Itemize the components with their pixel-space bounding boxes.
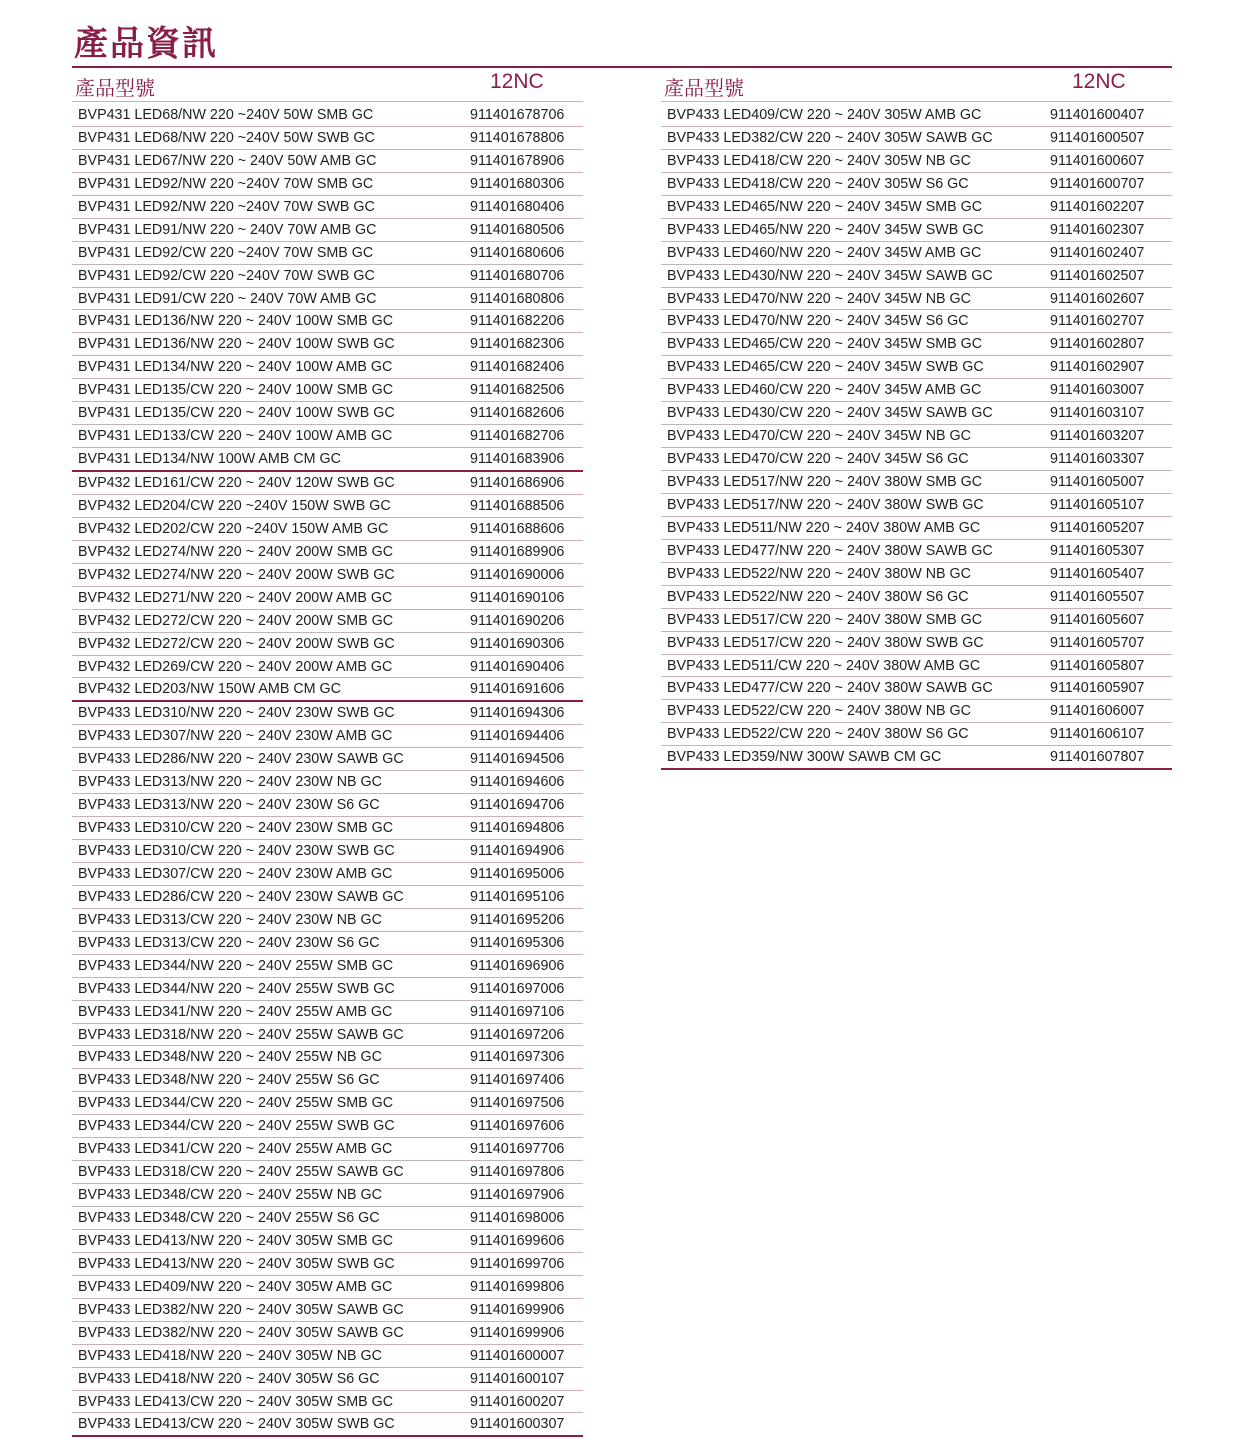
table-row — [72, 265, 583, 288]
table-row — [661, 310, 1172, 333]
product-12nc: 911401697106 — [470, 1003, 565, 1020]
table-row — [72, 1024, 583, 1047]
product-model: BVP433 LED348/NW 220 ~ 240V 255W S6 GC — [78, 1072, 380, 1089]
product-model: BVP433 LED477/CW 220 ~ 240V 380W SAWB GC — [667, 680, 993, 697]
product-model: BVP433 LED413/NW 220 ~ 240V 305W SMB GC — [78, 1232, 394, 1249]
table-row — [661, 746, 1172, 770]
product-model: BVP433 LED318/NW 220 ~ 240V 255W SAWB GC — [78, 1026, 404, 1043]
product-12nc: 911401697706 — [470, 1141, 565, 1158]
table-row — [72, 748, 583, 771]
table-header — [661, 68, 1172, 102]
table-row — [72, 678, 583, 702]
product-12nc: 911401605007 — [1050, 474, 1145, 490]
model-column-header: 產品型號 — [664, 78, 744, 100]
product-12nc: 911401605807 — [1050, 657, 1145, 674]
product-model: BVP431 LED136/NW 220 ~ 240V 100W SMB GC — [78, 313, 394, 330]
product-model: BVP433 LED409/CW 220 ~ 240V 305W AMB GC — [667, 107, 982, 123]
product-12nc: 911401605207 — [1050, 519, 1145, 536]
product-model: BVP433 LED465/NW 220 ~ 240V 345W SMB GC — [667, 198, 983, 215]
product-model: BVP433 LED517/CW 220 ~ 240V 380W SWB GC — [667, 634, 984, 651]
product-12nc: 911401602707 — [1050, 313, 1145, 330]
product-12nc: 911401600407 — [1050, 107, 1145, 123]
table-row — [72, 219, 583, 242]
table-header — [72, 68, 583, 102]
table-body — [72, 104, 583, 1437]
product-model: BVP431 LED92/CW 220 ~240V 70W SMB GC — [78, 244, 374, 261]
product-model: BVP433 LED418/CW 220 ~ 240V 305W NB GC — [667, 152, 971, 169]
product-12nc: 911401697006 — [470, 980, 565, 997]
product-12nc: 911401695106 — [470, 888, 565, 905]
table-row — [72, 104, 583, 127]
product-12nc: 911401600007 — [470, 1347, 565, 1364]
product-model: BVP433 LED344/NW 220 ~ 240V 255W SMB GC — [78, 957, 394, 974]
product-12nc: 911401690206 — [470, 612, 565, 629]
product-12nc: 911401680306 — [470, 175, 565, 192]
product-12nc: 911401688506 — [470, 497, 565, 514]
table-row — [661, 288, 1172, 311]
product-model: BVP431 LED135/CW 220 ~ 240V 100W SWB GC — [78, 405, 395, 422]
product-model: BVP433 LED307/NW 220 ~ 240V 230W AMB GC — [78, 728, 393, 745]
table-row — [72, 1069, 583, 1092]
table-row — [72, 379, 583, 402]
product-12nc: 911401602507 — [1050, 267, 1145, 284]
product-model: BVP431 LED91/CW 220 ~ 240V 70W AMB GC — [78, 290, 377, 307]
product-model: BVP431 LED135/CW 220 ~ 240V 100W SMB GC — [78, 382, 394, 399]
product-model: BVP432 LED272/CW 220 ~ 240V 200W SMB GC — [78, 612, 394, 629]
table-row — [661, 196, 1172, 219]
product-12nc: 911401600507 — [1050, 129, 1145, 146]
model-column-header: 產品型號 — [75, 78, 155, 100]
table-row — [661, 563, 1172, 586]
product-12nc: 911401600207 — [470, 1393, 565, 1410]
product-12nc: 911401607807 — [1050, 749, 1145, 766]
table-row — [72, 564, 583, 587]
table-row — [661, 104, 1172, 127]
table-row — [72, 1161, 583, 1184]
table-row — [661, 700, 1172, 723]
product-12nc: 911401682306 — [470, 336, 565, 353]
table-row — [661, 471, 1172, 494]
product-12nc: 911401602407 — [1050, 244, 1145, 261]
table-row — [72, 771, 583, 794]
product-model: BVP433 LED522/CW 220 ~ 240V 380W NB GC — [667, 703, 971, 720]
table-row — [72, 1345, 583, 1368]
product-model: BVP433 LED522/NW 220 ~ 240V 380W NB GC — [667, 565, 971, 582]
product-12nc: 911401602307 — [1050, 221, 1145, 238]
table-row — [72, 310, 583, 333]
product-12nc: 911401678706 — [470, 107, 565, 123]
table-row — [72, 1115, 583, 1138]
table-row — [661, 517, 1172, 540]
product-12nc: 911401695206 — [470, 911, 565, 928]
product-12nc: 911401605707 — [1050, 634, 1145, 651]
product-12nc: 911401605907 — [1050, 680, 1145, 697]
product-12nc: 911401688606 — [470, 520, 565, 537]
product-12nc: 911401694406 — [470, 728, 565, 745]
page-title: 產品資訊 — [74, 25, 218, 63]
product-model: BVP433 LED318/CW 220 ~ 240V 255W SAWB GC — [78, 1164, 404, 1181]
product-model: BVP431 LED92/NW 220 ~240V 70W SWB GC — [78, 198, 375, 215]
product-12nc: 911401699806 — [470, 1278, 565, 1295]
product-12nc: 911401686906 — [470, 475, 565, 491]
product-12nc: 911401600607 — [1050, 152, 1145, 169]
table-row — [72, 150, 583, 173]
product-model: BVP431 LED91/NW 220 ~ 240V 70W AMB GC — [78, 221, 377, 238]
product-model: BVP432 LED161/CW 220 ~ 240V 120W SWB GC — [78, 475, 395, 491]
product-model: BVP432 LED274/NW 220 ~ 240V 200W SWB GC — [78, 566, 395, 583]
product-model: BVP433 LED511/CW 220 ~ 240V 380W AMB GC — [667, 657, 981, 674]
table-row — [661, 655, 1172, 678]
product-12nc: 911401694806 — [470, 820, 565, 837]
table-row — [72, 242, 583, 265]
table-row — [72, 1368, 583, 1391]
product-12nc: 911401690406 — [470, 658, 565, 675]
table-row — [661, 632, 1172, 655]
product-12nc: 911401605407 — [1050, 565, 1145, 582]
product-model: BVP431 LED68/NW 220 ~240V 50W SWB GC — [78, 129, 375, 146]
product-12nc: 911401699706 — [470, 1255, 565, 1272]
table-row — [72, 656, 583, 679]
table-row — [661, 586, 1172, 609]
table-row — [72, 1046, 583, 1069]
table-row — [72, 955, 583, 978]
product-12nc: 911401602207 — [1050, 198, 1145, 215]
product-12nc: 911401680406 — [470, 198, 565, 215]
table-row — [72, 587, 583, 610]
product-model: BVP433 LED348/CW 220 ~ 240V 255W S6 GC — [78, 1210, 380, 1226]
product-model: BVP433 LED341/NW 220 ~ 240V 255W AMB GC — [78, 1003, 393, 1020]
table-row — [72, 1322, 583, 1345]
table-row — [661, 723, 1172, 746]
product-12nc: 911401603007 — [1050, 382, 1145, 399]
product-12nc: 911401605107 — [1050, 496, 1145, 513]
product-12nc: 911401689906 — [470, 543, 565, 560]
product-12nc: 911401697306 — [470, 1049, 565, 1066]
table-row — [72, 472, 583, 495]
product-model: BVP432 LED203/NW 150W AMB CM GC — [78, 681, 341, 698]
product-model: BVP433 LED460/NW 220 ~ 240V 345W AMB GC — [667, 244, 982, 261]
table-body — [661, 104, 1172, 770]
product-12nc: 911401691606 — [470, 681, 565, 698]
product-12nc: 911401600707 — [1050, 175, 1145, 192]
product-model: BVP433 LED359/NW 300W SAWB CM GC — [667, 749, 942, 766]
product-model: BVP433 LED517/CW 220 ~ 240V 380W SMB GC — [667, 611, 983, 628]
product-model: BVP433 LED465/CW 220 ~ 240V 345W SWB GC — [667, 359, 984, 376]
product-12nc: 911401606007 — [1050, 703, 1145, 720]
table-row — [72, 127, 583, 150]
product-12nc: 911401683906 — [470, 451, 565, 468]
table-row — [72, 817, 583, 840]
table-row — [72, 794, 583, 817]
product-model: BVP433 LED470/NW 220 ~ 240V 345W S6 GC — [667, 313, 969, 330]
product-model: BVP433 LED413/CW 220 ~ 240V 305W SMB GC — [78, 1393, 394, 1410]
product-model: BVP432 LED204/CW 220 ~240V 150W SWB GC — [78, 497, 391, 514]
table-row — [661, 265, 1172, 288]
table-row — [72, 495, 583, 518]
product-12nc: 911401682206 — [470, 313, 565, 330]
table-row — [72, 1230, 583, 1253]
product-12nc: 911401602607 — [1050, 290, 1145, 307]
product-12nc: 911401680806 — [470, 290, 565, 307]
product-12nc: 911401605507 — [1050, 588, 1145, 605]
product-model: BVP433 LED465/NW 220 ~ 240V 345W SWB GC — [667, 221, 984, 238]
table-row — [661, 402, 1172, 425]
product-table-right — [661, 68, 1172, 770]
table-row — [661, 448, 1172, 471]
product-12nc: 911401696906 — [470, 957, 565, 974]
table-row — [661, 127, 1172, 150]
product-model: BVP433 LED310/CW 220 ~ 240V 230W SWB GC — [78, 843, 395, 859]
product-model: BVP433 LED313/CW 220 ~ 240V 230W S6 GC — [78, 934, 380, 951]
product-12nc: 911401694706 — [470, 797, 565, 814]
product-model: BVP433 LED517/NW 220 ~ 240V 380W SWB GC — [667, 496, 984, 513]
table-row — [72, 610, 583, 633]
product-12nc: 911401602807 — [1050, 336, 1145, 353]
product-model: BVP432 LED202/CW 220 ~240V 150W AMB GC — [78, 520, 389, 537]
product-12nc: 911401697806 — [470, 1164, 565, 1181]
table-row — [661, 219, 1172, 242]
table-row — [72, 356, 583, 379]
table-row — [72, 1001, 583, 1024]
table-row — [661, 425, 1172, 448]
table-row — [72, 1092, 583, 1115]
product-12nc: 911401699906 — [470, 1324, 565, 1341]
product-12nc: 911401602907 — [1050, 359, 1145, 376]
product-model: BVP433 LED344/CW 220 ~ 240V 255W SMB GC — [78, 1095, 394, 1112]
product-model: BVP431 LED92/NW 220 ~240V 70W SMB GC — [78, 175, 374, 192]
table-row — [661, 677, 1172, 700]
product-model: BVP433 LED310/NW 220 ~ 240V 230W SWB GC — [78, 705, 395, 722]
table-row — [72, 1253, 583, 1276]
product-model: BVP433 LED511/NW 220 ~ 240V 380W AMB GC — [667, 519, 981, 536]
product-model: BVP433 LED418/NW 220 ~ 240V 305W S6 GC — [78, 1370, 380, 1387]
product-12nc: 911401690006 — [470, 566, 565, 583]
product-12nc: 911401697506 — [470, 1095, 565, 1112]
product-model: BVP433 LED313/NW 220 ~ 240V 230W S6 GC — [78, 797, 380, 814]
table-row — [72, 448, 583, 472]
product-model: BVP433 LED522/CW 220 ~ 240V 380W S6 GC — [667, 726, 969, 743]
table-row — [72, 1138, 583, 1161]
product-model: BVP432 LED272/CW 220 ~ 240V 200W SWB GC — [78, 635, 395, 652]
table-row — [72, 702, 583, 725]
table-row — [72, 402, 583, 425]
product-12nc: 911401606107 — [1050, 726, 1145, 743]
table-row — [72, 725, 583, 748]
product-12nc: 911401682706 — [470, 428, 565, 445]
table-row — [72, 173, 583, 196]
table-row — [661, 356, 1172, 379]
product-model: BVP433 LED465/CW 220 ~ 240V 345W SMB GC — [667, 336, 983, 353]
table-row — [72, 288, 583, 311]
product-table-left — [72, 68, 583, 1437]
product-model: BVP433 LED430/CW 220 ~ 240V 345W SAWB GC — [667, 405, 993, 422]
product-12nc: 911401682406 — [470, 359, 565, 376]
product-model: BVP433 LED430/NW 220 ~ 240V 345W SAWB GC — [667, 267, 993, 284]
table-row — [661, 150, 1172, 173]
table-row — [72, 1184, 583, 1207]
table-row — [72, 425, 583, 448]
product-12nc: 911401690306 — [470, 635, 565, 652]
table-row — [72, 886, 583, 909]
product-model: BVP433 LED413/NW 220 ~ 240V 305W SWB GC — [78, 1255, 395, 1272]
product-12nc: 911401690106 — [470, 589, 565, 606]
product-model: BVP433 LED313/CW 220 ~ 240V 230W NB GC — [78, 911, 382, 928]
product-12nc: 911401695006 — [470, 865, 565, 882]
table-row — [72, 1413, 583, 1437]
table-row — [72, 1276, 583, 1299]
table-row — [72, 840, 583, 863]
product-model: BVP432 LED274/NW 220 ~ 240V 200W SMB GC — [78, 543, 394, 560]
product-model: BVP433 LED341/CW 220 ~ 240V 255W AMB GC — [78, 1141, 393, 1158]
product-12nc: 911401600307 — [470, 1416, 565, 1433]
product-model: BVP431 LED92/CW 220 ~240V 70W SWB GC — [78, 267, 375, 284]
product-12nc: 911401697206 — [470, 1026, 565, 1043]
product-12nc: 911401603307 — [1050, 451, 1145, 468]
table-row — [72, 932, 583, 955]
product-model: BVP433 LED348/CW 220 ~ 240V 255W NB GC — [78, 1187, 382, 1204]
product-12nc: 911401695306 — [470, 934, 565, 951]
table-row — [72, 541, 583, 564]
table-row — [661, 242, 1172, 265]
product-model: BVP431 LED67/NW 220 ~ 240V 50W AMB GC — [78, 152, 377, 169]
table-row — [72, 1207, 583, 1230]
product-model: BVP431 LED68/NW 220 ~240V 50W SMB GC — [78, 107, 374, 123]
product-model: BVP433 LED470/CW 220 ~ 240V 345W NB GC — [667, 428, 971, 445]
table-row — [72, 633, 583, 656]
product-12nc: 911401678906 — [470, 152, 565, 169]
table-row — [661, 379, 1172, 402]
product-model: BVP433 LED310/CW 220 ~ 240V 230W SMB GC — [78, 820, 394, 837]
product-model: BVP432 LED269/CW 220 ~ 240V 200W AMB GC — [78, 658, 393, 675]
product-model: BVP433 LED418/NW 220 ~ 240V 305W NB GC — [78, 1347, 382, 1364]
product-model: BVP433 LED517/NW 220 ~ 240V 380W SMB GC — [667, 474, 983, 490]
product-12nc: 911401605307 — [1050, 542, 1145, 559]
product-model: BVP432 LED271/NW 220 ~ 240V 200W AMB GC — [78, 589, 393, 606]
product-model: BVP433 LED470/NW 220 ~ 240V 345W NB GC — [667, 290, 971, 307]
product-12nc: 911401603207 — [1050, 428, 1145, 445]
table-row — [661, 609, 1172, 632]
product-12nc: 911401697406 — [470, 1072, 565, 1089]
table-row — [72, 1391, 583, 1414]
product-model: BVP433 LED409/NW 220 ~ 240V 305W AMB GC — [78, 1278, 393, 1295]
product-12nc: 911401699906 — [470, 1301, 565, 1318]
product-model: BVP433 LED286/NW 220 ~ 240V 230W SAWB GC — [78, 751, 404, 768]
product-model: BVP431 LED134/NW 220 ~ 240V 100W AMB GC — [78, 359, 393, 376]
product-12nc: 911401697906 — [470, 1187, 565, 1204]
product-12nc: 911401680506 — [470, 221, 565, 238]
table-row — [661, 494, 1172, 517]
product-model: BVP433 LED413/CW 220 ~ 240V 305W SWB GC — [78, 1416, 395, 1433]
product-model: BVP433 LED382/CW 220 ~ 240V 305W SAWB GC — [667, 129, 993, 146]
product-12nc: 911401682506 — [470, 382, 565, 399]
product-model: BVP433 LED313/NW 220 ~ 240V 230W NB GC — [78, 774, 382, 791]
product-model: BVP433 LED307/CW 220 ~ 240V 230W AMB GC — [78, 865, 393, 882]
nc-column-header: 12NC — [490, 70, 544, 93]
product-12nc: 911401605607 — [1050, 611, 1145, 628]
table-row — [72, 863, 583, 886]
product-model: BVP433 LED470/CW 220 ~ 240V 345W S6 GC — [667, 451, 969, 468]
product-model: BVP433 LED522/NW 220 ~ 240V 380W S6 GC — [667, 588, 969, 605]
product-model: BVP433 LED344/NW 220 ~ 240V 255W SWB GC — [78, 980, 395, 997]
product-model: BVP433 LED477/NW 220 ~ 240V 380W SAWB GC — [667, 542, 993, 559]
product-model: BVP431 LED136/NW 220 ~ 240V 100W SWB GC — [78, 336, 395, 353]
product-12nc: 911401694506 — [470, 751, 565, 768]
product-model: BVP431 LED133/CW 220 ~ 240V 100W AMB GC — [78, 428, 393, 445]
product-12nc: 911401697606 — [470, 1118, 565, 1135]
nc-column-header: 12NC — [1072, 70, 1126, 93]
product-model: BVP433 LED460/CW 220 ~ 240V 345W AMB GC — [667, 382, 982, 399]
table-row — [72, 196, 583, 219]
product-12nc: 911401680606 — [470, 244, 565, 261]
table-row — [72, 1299, 583, 1322]
product-12nc: 911401678806 — [470, 129, 565, 146]
table-row — [72, 909, 583, 932]
product-model: BVP433 LED344/CW 220 ~ 240V 255W SWB GC — [78, 1118, 395, 1135]
product-12nc: 911401694606 — [470, 774, 565, 791]
product-model: BVP433 LED348/NW 220 ~ 240V 255W NB GC — [78, 1049, 382, 1066]
product-model: BVP431 LED134/NW 100W AMB CM GC — [78, 451, 341, 468]
product-12nc: 911401698006 — [470, 1210, 565, 1226]
product-12nc: 911401694306 — [470, 705, 565, 722]
table-row — [72, 978, 583, 1001]
product-model: BVP433 LED418/CW 220 ~ 240V 305W S6 GC — [667, 175, 969, 192]
product-12nc: 911401699606 — [470, 1232, 565, 1249]
table-row — [72, 518, 583, 541]
product-model: BVP433 LED382/NW 220 ~ 240V 305W SAWB GC — [78, 1324, 404, 1341]
table-row — [72, 333, 583, 356]
product-12nc: 911401682606 — [470, 405, 565, 422]
product-model: BVP433 LED382/NW 220 ~ 240V 305W SAWB GC — [78, 1301, 404, 1318]
table-row — [661, 333, 1172, 356]
product-model: BVP433 LED286/CW 220 ~ 240V 230W SAWB GC — [78, 888, 404, 905]
product-12nc: 911401600107 — [470, 1370, 565, 1387]
product-12nc: 911401680706 — [470, 267, 565, 284]
table-row — [661, 540, 1172, 563]
table-row — [661, 173, 1172, 196]
product-12nc: 911401694906 — [470, 843, 565, 859]
product-12nc: 911401603107 — [1050, 405, 1145, 422]
